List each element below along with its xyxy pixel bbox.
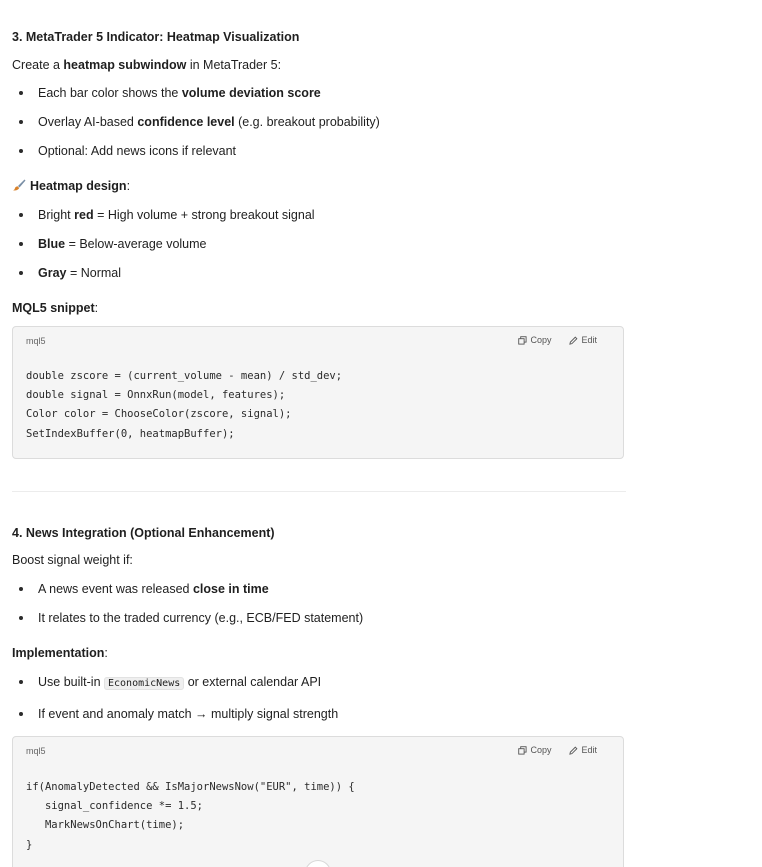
pencil-icon	[569, 336, 578, 345]
list-item: Overlay AI-based confidence level (e.g. breakout probability)	[12, 114, 380, 130]
implementation-bullets	[12, 674, 338, 722]
list-item: Optional: Add news icons if relevant	[12, 143, 380, 159]
intro-bold: heatmap subwindow	[63, 58, 187, 72]
design-bold: Heatmap design	[30, 179, 127, 193]
section-3-bullets	[12, 85, 380, 159]
copy-icon	[518, 336, 527, 345]
list-item: Blue = Below-average volume	[12, 236, 315, 252]
heatmap-design-bullets	[12, 207, 315, 281]
list-item: Bright red = High volume + strong breakout signal	[12, 207, 315, 223]
copy-button[interactable]: Copy	[518, 335, 551, 345]
code-actions	[518, 745, 597, 755]
code-content: double zscore = (current_volume - mean) / std_dev; double signal = OnnxRun(model, features); Color color = ChooseColor(zscore, signal); SetIndexBuffer(0, heatmapBuffer);	[26, 370, 343, 440]
copy-button[interactable]: Copy	[518, 745, 551, 755]
code-block	[12, 326, 624, 459]
inline-code: EconomicNews	[104, 677, 184, 690]
heatmap-design-label: Heatmap design:	[12, 178, 130, 194]
code-block	[12, 736, 624, 867]
section-3-heading: 3. MetaTrader 5 Indicator: Heatmap Visualization	[12, 30, 300, 44]
section-4-bullets	[12, 581, 363, 626]
section-3-intro	[12, 57, 281, 73]
code-content: if(AnomalyDetected && IsMajorNewsNow("EUR", time)) { signal_confidence *= 1.5; MarkNewsOnChart(time); }	[26, 781, 355, 851]
paintbrush-icon	[12, 179, 26, 191]
edit-button[interactable]: Edit	[569, 745, 597, 755]
list-item: It relates to the traded currency (e.g., ECB/FED statement)	[12, 610, 363, 626]
code-actions	[518, 335, 597, 345]
code-language-label: mql5	[26, 746, 46, 756]
list-item: If event and anomaly match → multiply signal strength	[12, 706, 338, 722]
copy-icon	[518, 746, 527, 755]
list-item: Use built-in EconomicNews or external calendar API	[12, 674, 338, 692]
pencil-icon	[569, 746, 578, 755]
list-item: A news event was released close in time	[12, 581, 363, 597]
code-language-label: mql5	[26, 336, 46, 346]
intro-text-end: in MetaTrader 5:	[186, 58, 282, 72]
snippet-label: MQL5 snippet:	[12, 301, 99, 315]
intro-text: Create a	[12, 58, 64, 72]
edit-button[interactable]: Edit	[569, 335, 597, 345]
divider	[12, 491, 626, 492]
section-4-heading: 4. News Integration (Optional Enhancement)	[12, 526, 275, 540]
list-item: Each bar color shows the volume deviation score	[12, 85, 380, 101]
list-item: Gray = Normal	[12, 265, 315, 281]
implementation-label: Implementation:	[12, 646, 108, 660]
section-4-intro: Boost signal weight if:	[12, 553, 133, 567]
